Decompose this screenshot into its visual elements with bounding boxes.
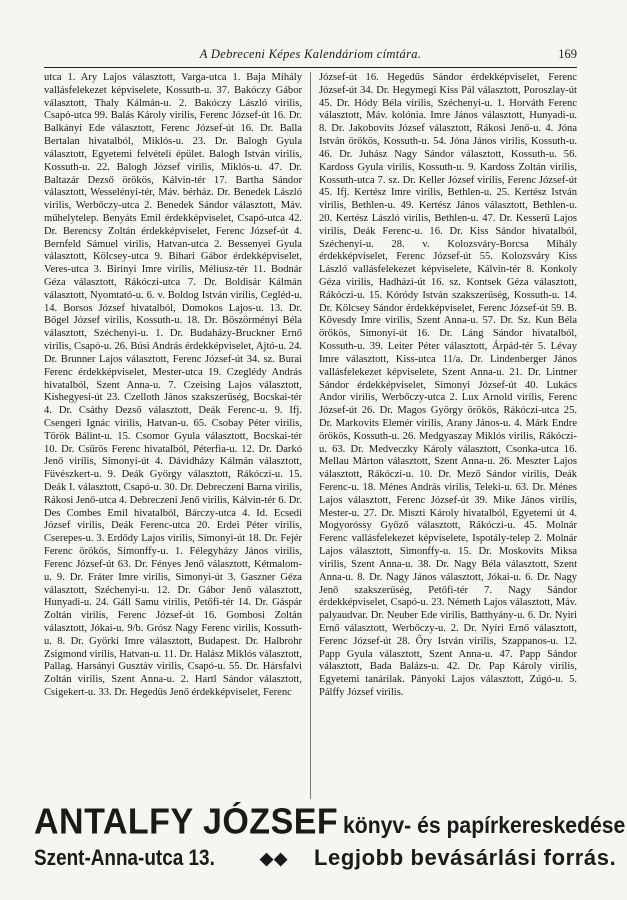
directory-columns [44, 72, 577, 799]
diamond-ornament-icon: ◆◆ [260, 849, 289, 868]
right-column-text: József-út 16. Hegedűs Sándor érdekképviselet, Ferenc József-út 34. Dr. Hegymegi Kiss Pál választott, Poroszlay-út 45. Dr. Hódy Béla virilis, Széchenyi-u. 1. Horváth Ferenc választott, Máv. kolónia. Imre János választott, Hunyadi-u. 8. Dr. Jakobovits József választott, Rákosi Jenő-u. 4. Jóna István örökös, Kossuth-u. 54. Jóna János virilis, Kossuth-u. 46. Dr. Juhász Nagy Sándor választott, Kossuth-u. 56. Kardoss Gyula virilis, Kossuth-u. 9. Kardoss Zoltán virilis, Kossuth-utca 7. sz. Dr. Keller József virilis, Ferenc József-út 45. Ifj. Kertész Imre virilis, Bethlen-u. 25. Kertész István virilis, Bethlen-u. 49. Kertész János választott, Bethlen-u. 20. Kertész László virilis, Bethlen-u. 47. Dr. Kesserű Lajos virilis, Deák Ferenc-u. 16. Dr. Kiss Sándor hivatalból, Széchenyi-u. 28. v. Kolozsváry-Borcsa Mihály érdekképviselet, Ferenc József-út 55. Kolozsváry Kiss László vallásfelekezet képviselete, Kálvin-tér 8. Konkoly Géza virilis, Hadházi-út 16. sz. Kontsek Géza választott, Rákóczi-u. 15. Kóródy István szakszerűség, Kossuth-u. 14. Dr. Kölcsey Sándor érdekképviselet, Ferenc József-út 59. B. Kövesdy Imre virilis, Szent Anna-u. 57. Dr. Sz. Kun Béla örökös, Simonyi-út 16. Dr. Láng Sándor hivatalból, Kossuth-u. 39. Leiter Péter választott, Árpád-tér 5. Lévay Imre választott, Kiss-utca 11/a. Dr. Lindenberger János vallásfelekezet képviselete, Szent Anna-u. 21. Dr. Lintner Sándor érdekképviselet, Simonyi József-út 40. Lukács Andor virilis, Werbőczy-utca 2. Lux Arnold virilis, Ferenc József-út 26. Dr. Magos György örökös, Rákóczi-utca 25. Dr. Markovits Elemér virilis, Arany János-u. 4. Márk Endre örökös, Kossuth-u. 26. Medgyaszay Miklós virilis, Rákóczi-u. 63. Dr. Medveczky Károly választott, Csonka-utca 16. Mellau Márton választott, Szent Anna-u. 26. Meszter Lajos választott, Rákóczi-u. 10. Dr. Mező Sándor virilis, Deák Ferenc-u. 18. Ménes András virilis, Teleki-u. 63. Dr. Ménes Lajos választott, Ferenc József-út 39. Mike János virilis, Mester-u. 27. Dr. Miszti Károly hivatalból, Egyetemi út 4. Mogyoróssy Győző választott, Rákóczi-u. 45. Molnár Ferenc vallásfelekezet képviselete, Ispotály-telep 2. Molnár Lajos választott, Simonffy-u. 15. Dr. Moskovits Miksa virilis, Szent Anna-u. 38. Dr. Nagy Béla választott, Szent Anna-u. 8. Dr. Nagy János választott, Jókai-u. 6. Dr. Nagy Jenő szakszerűség, Petőfi-tér 7. Nagy Sándor érdekképviselet, Csapó-u. 23. Németh Lajos választott, Máv. palyaudvar. Dr. Neuber Ede virilis, Batthyány-u. 6. Dr. Nyiri Ernő választott, Werbőczy-u. 2. Dr. Nyíri Ernő választott, Ferenc József-út 28. Őry István virilis, Szappanos-u. 12. Papp Gyula választott, Szent Anna-u. 47. Papp Sándor választott, Bada Balázs-u. 42. Dr. Pap Károly virilis, Egyetemi tanárilak. Pányoki Lajos választott, Zúgó-u. 5. Pálffy József virilis. [319, 72, 577, 698]
ad-business-name: ANTALFY JÓZSEF [34, 802, 339, 842]
page-number: 169 [558, 47, 577, 61]
ad-trade: könyv- és papírkereskedése [342, 812, 625, 838]
column-divider [310, 72, 311, 799]
ad-title-line [34, 802, 625, 842]
ad-second-line [34, 845, 617, 871]
advertisement [34, 802, 625, 881]
left-column-text: utca 1. Ary Lajos választott, Varga-utca 1. Baja Mihály vallásfelekezet képviselete, Kossuth-u. 37. Bakóczy Gábor választott, Thaly Kálmán-u. 2. Bakóczy László virilis, Csapó-utca 99. Balás Károly virilis, Ferenc József-út 16. Dr. Balkányi Ede választott, Ferenc József-út 16. Dr. Balla Bertalan hivatalból, Miklós-u. 23. Dr. Balogh Gyula választott, Egyetemi felvételi épület. Balogh István virilis, Kossuth-u. 22. Balogh József virilis, Miklós-u. 47. Dr. Baltazár Dezső örökös, Kálvin-tér 17. Bartha Sándor választott, Wesselényi-tér, Máv. bérház. Dr. Benedek László virilis, Werbőczy-utca 2. Benedek Sándor választott, Máv. műhelytelep. Benyáts Emil érdekképviselet, Csapó-utca 42. Dr. Berencsy Zoltán érdekképviselet, Ferenc József-út 4. Bernfeld Sámuel virilis, Hatvan-utca 2. Bessenyei Gyula választott, Kölcsey-utca 9. Bihari Gábor érdekképviselet, Veres-utca 3. Birinyi Imre virilis, Méliusz-tér 11. Bodnár Géza választott, Rákóczi-utca 7. Dr. Boldisár Kálmán választott, Nyomtató-u. 6. v. Boldog István virilis, Cegléd-u. 14. Borsos József hivatalból, Domokos Lajos-u. 13. Dr. Bőgel József virilis, Kossuth-u. 18. Dr. Böszörményi Béla választott, Széchenyi-u. 1. Dr. Budaházy-Bruckner Ernő virilis, Csapó-u. 26. Búsi András érdekképviselet, Ajtó-u. 24. Dr. Brunner Lajos választott, Ferenc József-út 34. sz. Burai Ferenc érdekképviselet, Mester-utca 19. Czeglédy András hivatalból, Szent Anna-u. 7. Czeising Lajos választott, Kishegyesi-út 23. Czelloth János szakszerűség, Bocskai-tér 4. Dr. Csáthy Dezső választott, Deák Ferenc-u. 9. Ifj. Csengeri Ignác virilis, Hatvan-u. 65. Csobay Péter virilis, Török Bálint-u. 15. Csomor Gyula választott, Bocskai-tér 10. Dr. Csűrös Ferenc hivatalból, Péterfia-u. 12. Dr. Darkó Jenő virilis, Simonyi-út 4. Dávidházy Kálmán választott, Füvészkert-u. 9. Deák György választott, Rákóczi-u. 15. Deák I. választott, Csapó-u. 30. Dr. Debreczeni Barna virilis, Rákosi Jenő-utca 4. Debreczeni Jenő virilis, Kálvin-tér 6. Dr. Des Combes Emil hivatalból, Bárczy-utca 4. Id. Ecsedi József virilis, Deák Ferenc-utca 20. Erdei Péter virilis, Cserepes-u. 3. Erdődy Lajos virilis, Simonyi-út 18. Dr. Fejér Ferenc örökös, Simonffy-u. 1. Félegyházy János virilis, Ferenc József-út 63. Dr. Fényes Jenő választott, Kétmalom-u. 9. Dr. Fráter Imre virilis, Simonyi-út 3. Gaszner Géza választott, Széchenyi-u. 12. Dr. Gábor Jenő választott, Hunyadi-u. 24. Gáll Samu virilis, Petőfi-tér 14. Dr. Gáspár Zoltán virilis, Ferenc József-út 16. Gombosi Zoltán választott, Jókai-u. 9/b. Grósz Nagy Ferenc virilis, Kossuth-u. 8. Dr. Györki Imre választott, Budapest. Dr. Halbrohr Zsigmond virilis, Hatvan-u. 11. Dr. Halász Miklós választott, Pallag. Harsányi Gusztáv virilis, Csapó-u. 55. Dr. Hársfalvi Zoltán virilis, Szent Anna-u. 2. Hartl Sándor választott, Csigekert-u. 33. Dr. Hegedűs Jenő érdekképviselet, Ferenc [44, 72, 302, 698]
ad-slogan: Legjobb bevásárlási forrás. [314, 845, 617, 870]
ad-address: Szent-Anna-utca 13. [34, 845, 215, 870]
page-header [44, 45, 577, 68]
running-title: A Debreceni Képes Kalendáriom címtára. [199, 47, 422, 61]
